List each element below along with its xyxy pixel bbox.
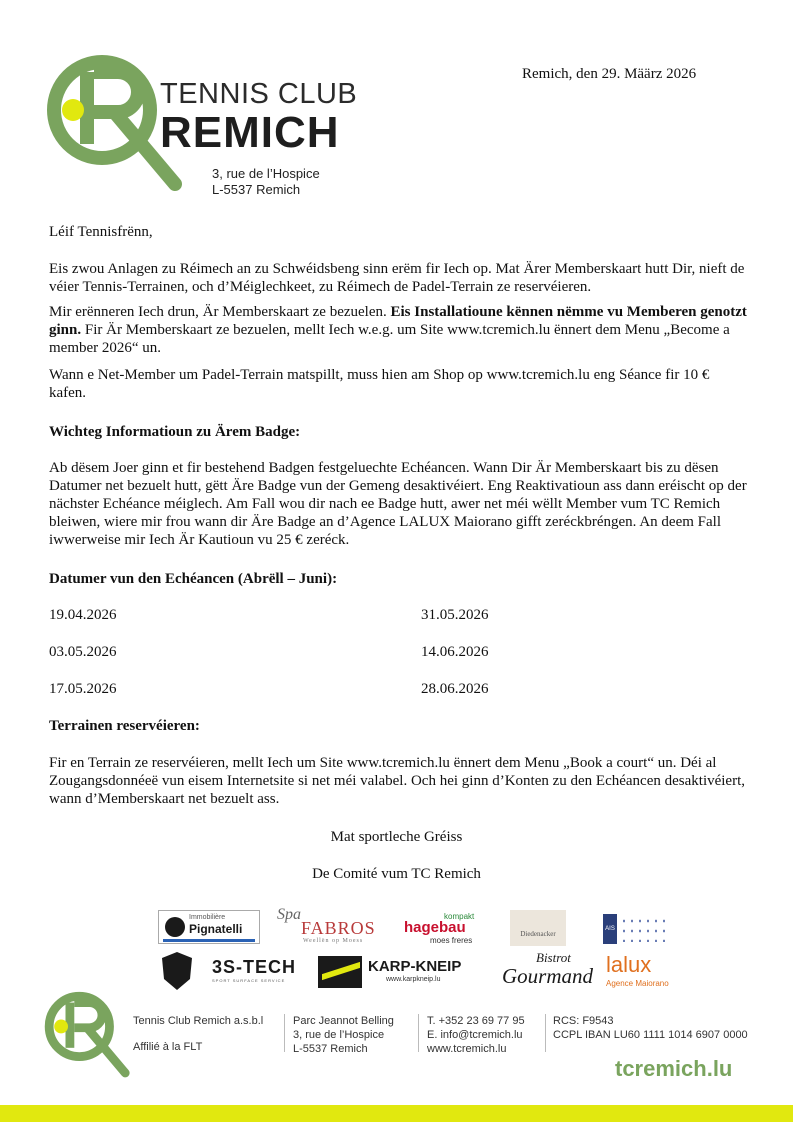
paragraph-padel: Wann e Net-Member um Padel-Terrain matspillt, muss hien am Shop op www.tcremich.lu eng Séance fir 10 € kafen. bbox=[49, 367, 710, 401]
sponsor-karpkneip-logo bbox=[318, 954, 466, 990]
3stech-name: 3S-TECH bbox=[212, 957, 297, 977]
club-address-city: L-5537 Remich bbox=[212, 182, 301, 197]
heading-dates: Datumer vun den Echéancen (Abrëll – Juni): bbox=[49, 571, 338, 587]
footer-street: 3, rue de l’Hospice bbox=[293, 1029, 385, 1041]
footer-divider bbox=[418, 1014, 419, 1052]
lalux-sub: Agence Maiorano bbox=[606, 979, 669, 988]
paragraph-intro: Eis zwou Anlagen zu Réimech an zu Schwéidsbeng sinn erëm fir Iech op. Mat Ärer Memberskaart hutt Dir, nieft de véier Tennis-Terrainen, och d’Méiglechkeet, zu Réimech de Padel-Terrain ze reservéieren. bbox=[49, 261, 745, 295]
diedenacker-name: Diedenacker bbox=[520, 930, 556, 938]
footer-divider bbox=[545, 1014, 546, 1052]
gourmand-name: Gourmand bbox=[502, 964, 594, 988]
hagebau-kompakt: kompakt bbox=[444, 912, 475, 921]
3stech-sub: SPORT SURFACE SERVICE bbox=[212, 978, 286, 983]
ais-name: AIS bbox=[603, 914, 617, 944]
membership-text-bold: Eis Installatioune kënnen nëmme vu Memberen genotzt ginn. bbox=[49, 304, 747, 338]
club-name-line-1: TENNIS CLUB bbox=[160, 78, 358, 110]
tcr-logo-footer bbox=[40, 990, 135, 1078]
paragraph-membership bbox=[49, 303, 749, 357]
date-item: 17.05.2026 bbox=[49, 681, 117, 697]
hagebau-name: hagebau bbox=[404, 919, 466, 936]
heading-badge: Wichteg Informatioun zu Ärem Badge: bbox=[49, 424, 301, 440]
fabros-spa: Spa bbox=[277, 906, 301, 923]
footer-website: tcremich.lu bbox=[615, 1056, 733, 1081]
paragraph-reserve: Fir en Terrain ze reservéieren, mellt Iech um Site www.tcremich.lu ënnert dem Menu „Book a court“ un. Déi al Zougangsdonnéeë vun eisem Internetsite si net méi valabel. Och hei ginn d’Konten zu den Echéancen desaktivéiert, wann d’Memberskaart net bezuelt ass. bbox=[49, 755, 746, 807]
paragraph-badge: Ab dësem Joer ginn et fir bestehend Badgen festgeluechte Echéancen. Wann Dir Är Memberskaart bis zu dësen Datumer net bezuelt hutt, gëtt Äre Badge vun der Gemeng desaktivéiert. Eng Reaktivatioun ass dann eréischt op der nächster Echéance méiglech. Am Fall wou dir nach ee Badge hutt, awer net méi wëllt Member vum TC Remich bleiwen, wiere mir frou wann dir Äre Badge an d’Agence LALUX Maiorano gifft zeréckbréngen. An deem Fall iwwerweise mir Iech Är Kautioun vu 25 € zeréck. bbox=[49, 460, 747, 548]
footer-web: www.tcremich.lu bbox=[427, 1043, 507, 1055]
bistrot-name: Bistrot bbox=[536, 950, 571, 965]
sponsor-3stech-logo bbox=[160, 951, 300, 991]
fabros-name: FABROS bbox=[301, 918, 376, 938]
sponsor-fabros-logo bbox=[277, 906, 385, 948]
pignatelli-name: Pignatelli bbox=[189, 922, 243, 936]
club-address-street: 3, rue de l’Hospice bbox=[212, 166, 320, 181]
sponsor-pignatelli-logo bbox=[158, 910, 260, 944]
date-item: 19.04.2026 bbox=[49, 607, 117, 623]
heading-reserve: Terrainen reservéieren: bbox=[49, 718, 200, 734]
membership-text-a: Mir erënneren Iech drun, Är Memberskaart ze bezuelen. bbox=[49, 304, 391, 320]
footer-phone: T. +352 23 69 77 95 bbox=[427, 1015, 525, 1027]
sponsor-ais-logo bbox=[603, 914, 669, 944]
club-name-line-2: REMICH bbox=[160, 108, 340, 157]
footer-rcs: RCS: F9543 bbox=[553, 1015, 614, 1027]
letter-date: Remich, den 29. Määrz 2026 bbox=[522, 66, 697, 82]
date-item: 03.05.2026 bbox=[49, 644, 117, 660]
footer-divider bbox=[284, 1014, 285, 1052]
closing: Mat sportleche Gréiss bbox=[330, 829, 463, 845]
date-item: 31.05.2026 bbox=[421, 607, 489, 623]
lalux-name: lalux bbox=[606, 952, 652, 977]
sponsor-diedenacker-logo bbox=[510, 910, 566, 946]
footer-color-bar bbox=[0, 1105, 793, 1122]
footer-club-name: Tennis Club Remich a.s.b.l bbox=[133, 1015, 264, 1027]
footer-email: E. info@tcremich.lu bbox=[427, 1029, 523, 1041]
karp-sub: www.karpkneip.lu bbox=[386, 976, 441, 983]
hagebau-sub: moes freres bbox=[430, 936, 473, 945]
footer-affiliation: Affilié à la FLT bbox=[133, 1041, 203, 1053]
footer-iban: CCPL IBAN LU60 1111 1014 6907 0000 bbox=[553, 1029, 748, 1041]
karp-name: KARP-KNEIP bbox=[368, 958, 462, 975]
footer-city: L-5537 Remich bbox=[293, 1043, 368, 1055]
date-item: 14.06.2026 bbox=[421, 644, 489, 660]
date-item: 28.06.2026 bbox=[421, 681, 489, 697]
membership-text-b: Fir Är Memberskaart ze bezuelen, mellt Iech w.e.g. um Site www.tcremich.lu ënnert dem Menu „Become a member 2026“ un. bbox=[49, 322, 730, 356]
signature: De Comité vum TC Remich bbox=[312, 866, 481, 882]
footer-park: Parc Jeannot Belling bbox=[293, 1015, 394, 1027]
sponsor-bistrot-logo bbox=[496, 950, 594, 992]
sponsor-lalux-logo bbox=[606, 952, 686, 990]
greeting: Léif Tennisfrënn, bbox=[49, 224, 153, 240]
fabros-sub: Weellën op Moess bbox=[303, 938, 364, 944]
sponsor-hagebau-logo bbox=[400, 912, 480, 946]
3stech-shield-icon bbox=[160, 951, 194, 991]
pignatelli-small: Immobilière bbox=[189, 914, 226, 921]
